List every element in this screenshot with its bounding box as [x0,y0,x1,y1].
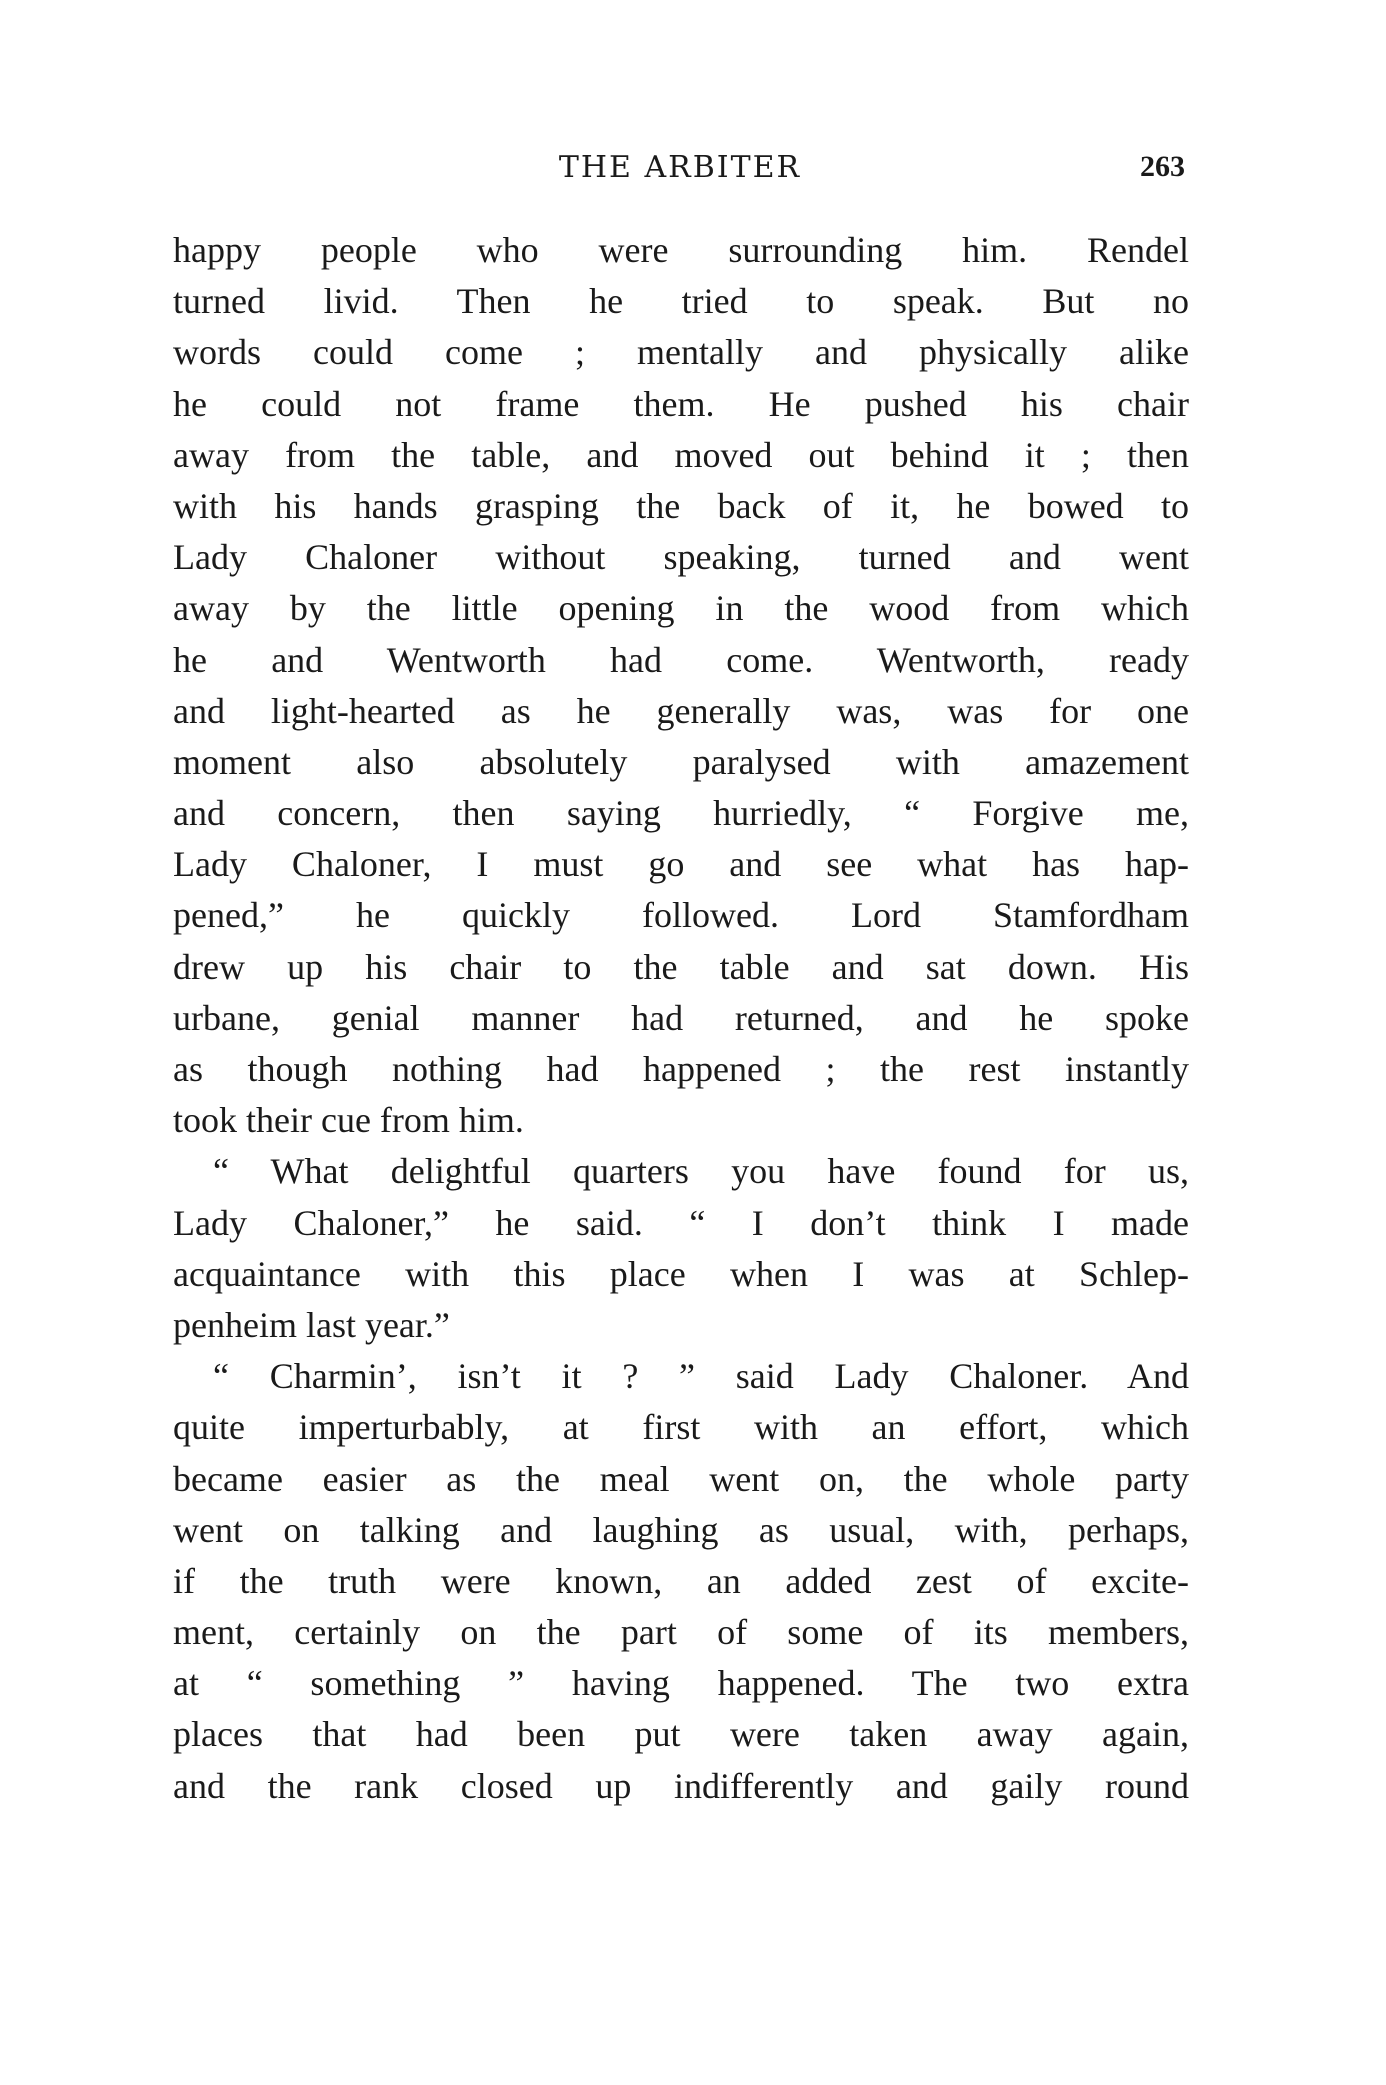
text-line: moment also absolutely paralysed with amazement [173,741,1189,782]
text-line: he and Wentworth had come. Wentworth, ready [173,639,1189,680]
running-head [175,150,1185,190]
text-line: happy people who were surrounding him. Rendel [173,230,1189,270]
text-line: “ What delightful quarters you have found for us, [213,1151,1189,1192]
text-line: Lady Chaloner without speaking, turned and went [173,537,1189,578]
text-line: turned livid. Then he tried to speak. But no [173,281,1189,322]
text-line: ment, certainly on the part of some of its members, [173,1612,1189,1653]
text-line: went on talking and laughing as usual, with, perhaps, [173,1509,1189,1550]
text-line: he could not frame them. He pushed his chair [173,383,1189,424]
page-number: 263 [1140,150,1185,183]
text-line: as though nothing had happened ; the rest instantly [173,1049,1189,1089]
text-line: with his hands grasping the back of it, he bowed to [173,485,1189,526]
text-line: drew up his chair to the table and sat down. His [173,946,1189,987]
text-line: words could come ; mentally and physically alike [173,332,1189,373]
text-line: quite imperturbably, at first with an effort, which [173,1407,1189,1448]
text-line: away from the table, and moved out behind it ; then [173,434,1189,475]
text-line: if the truth were known, an added zest of excite- [173,1560,1189,1601]
text-line: and the rank closed up indifferently and gaily round [173,1765,1189,1806]
text-line: Lady Chaloner,” he said. “ I don’t think I made [173,1202,1189,1243]
text-line: and light-hearted as he generally was, was for one [173,690,1189,731]
text-line: places that had been put were taken away again, [173,1714,1189,1755]
text-line: at “ something ” having happened. The two extra [173,1663,1189,1704]
text-line: away by the little opening in the wood from which [173,588,1189,629]
body-text [173,225,1189,1812]
text-line: took their cue from him. [173,1100,524,1141]
text-line: “ Charmin’, isn’t it ? ” said Lady Chaloner. And [213,1356,1189,1397]
text-line: Lady Chaloner, I must go and see what has hap- [173,844,1189,885]
text-line: became easier as the meal went on, the whole party [173,1458,1189,1499]
text-line: pened,” he quickly followed. Lord Stamfordham [173,895,1189,936]
text-line: penheim last year.” [173,1304,450,1345]
text-line: urbane, genial manner had returned, and he spoke [173,997,1189,1038]
running-title: THE ARBITER [558,150,802,185]
text-line: and concern, then saying hurriedly, “ Forgive me, [173,793,1189,834]
text-line: acquaintance with this place when I was at Schlep- [173,1253,1189,1294]
